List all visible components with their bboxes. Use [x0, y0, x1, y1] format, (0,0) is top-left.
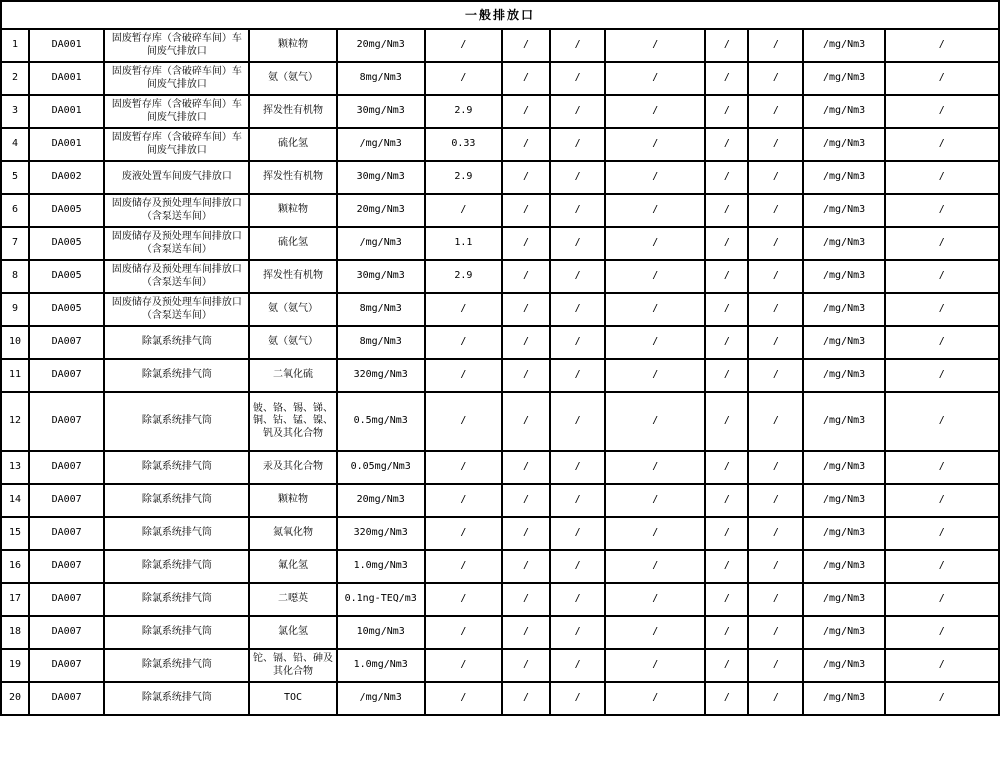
cell-slash-1: /: [502, 359, 550, 392]
cell-slash-6: /: [885, 517, 999, 550]
cell-slash-3: /: [605, 517, 705, 550]
cell-slash-3: /: [605, 62, 705, 95]
cell-monitor-value: /: [425, 29, 502, 62]
cell-slash-5: /: [748, 451, 803, 484]
cell-monitor-value: /: [425, 359, 502, 392]
cell-pollutant: 颗粒物: [249, 194, 336, 227]
cell-slash-2: /: [550, 484, 605, 517]
cell-slash-4: /: [705, 29, 748, 62]
cell-slash-1: /: [502, 583, 550, 616]
cell-unit: /mg/Nm3: [803, 649, 884, 682]
cell-slash-5: /: [748, 128, 803, 161]
cell-outlet-name: 固废暂存库（含破碎车间）车间废气排放口: [104, 95, 249, 128]
cell-slash-5: /: [748, 161, 803, 194]
table-row: [1, 293, 999, 326]
cell-slash-6: /: [885, 161, 999, 194]
cell-pollutant: 颗粒物: [249, 29, 336, 62]
cell-outlet-code: DA007: [29, 484, 104, 517]
cell-limit: 0.1ng-TEQ/m3: [337, 583, 425, 616]
cell-row-number: 8: [1, 260, 29, 293]
table-body: [1, 29, 999, 715]
cell-outlet-name: 除氯系统排气筒: [104, 392, 249, 451]
cell-slash-3: /: [605, 616, 705, 649]
cell-outlet-name: 除氯系统排气筒: [104, 550, 249, 583]
cell-outlet-code: DA007: [29, 649, 104, 682]
cell-slash-4: /: [705, 359, 748, 392]
cell-limit: 8mg/Nm3: [337, 62, 425, 95]
cell-unit: /mg/Nm3: [803, 583, 884, 616]
cell-slash-3: /: [605, 128, 705, 161]
cell-slash-5: /: [748, 682, 803, 715]
cell-unit: /mg/Nm3: [803, 682, 884, 715]
cell-pollutant: 挥发性有机物: [249, 161, 336, 194]
cell-outlet-code: DA007: [29, 326, 104, 359]
cell-slash-1: /: [502, 392, 550, 451]
cell-slash-1: /: [502, 616, 550, 649]
table-row: [1, 616, 999, 649]
cell-limit: 20mg/Nm3: [337, 194, 425, 227]
cell-slash-1: /: [502, 293, 550, 326]
cell-monitor-value: 0.33: [425, 128, 502, 161]
cell-outlet-name: 固废暂存库（含破碎车间）车间废气排放口: [104, 62, 249, 95]
cell-limit: 8mg/Nm3: [337, 326, 425, 359]
cell-limit: /mg/Nm3: [337, 227, 425, 260]
cell-slash-4: /: [705, 95, 748, 128]
cell-slash-2: /: [550, 326, 605, 359]
cell-slash-1: /: [502, 550, 550, 583]
cell-slash-6: /: [885, 260, 999, 293]
table-row: [1, 392, 999, 451]
cell-slash-1: /: [502, 682, 550, 715]
cell-slash-2: /: [550, 616, 605, 649]
table-row: [1, 62, 999, 95]
cell-outlet-name: 除氯系统排气筒: [104, 616, 249, 649]
cell-outlet-name: 固废暂存库（含破碎车间）车间废气排放口: [104, 29, 249, 62]
cell-unit: /mg/Nm3: [803, 128, 884, 161]
cell-outlet-name: 除氯系统排气筒: [104, 649, 249, 682]
cell-slash-1: /: [502, 517, 550, 550]
cell-unit: /mg/Nm3: [803, 550, 884, 583]
cell-slash-2: /: [550, 260, 605, 293]
cell-pollutant: 氯化氢: [249, 616, 336, 649]
cell-slash-3: /: [605, 392, 705, 451]
cell-limit: 1.0mg/Nm3: [337, 649, 425, 682]
cell-slash-2: /: [550, 62, 605, 95]
cell-monitor-value: /: [425, 392, 502, 451]
cell-monitor-value: 2.9: [425, 95, 502, 128]
cell-slash-2: /: [550, 649, 605, 682]
cell-slash-6: /: [885, 616, 999, 649]
cell-slash-5: /: [748, 62, 803, 95]
cell-slash-1: /: [502, 326, 550, 359]
cell-monitor-value: /: [425, 682, 502, 715]
cell-row-number: 5: [1, 161, 29, 194]
cell-slash-5: /: [748, 326, 803, 359]
table-row: [1, 29, 999, 62]
table-row: [1, 550, 999, 583]
cell-monitor-value: /: [425, 517, 502, 550]
cell-slash-4: /: [705, 517, 748, 550]
cell-row-number: 19: [1, 649, 29, 682]
cell-outlet-code: DA007: [29, 517, 104, 550]
cell-outlet-code: DA007: [29, 451, 104, 484]
cell-limit: 0.5mg/Nm3: [337, 392, 425, 451]
cell-unit: /mg/Nm3: [803, 62, 884, 95]
cell-slash-1: /: [502, 95, 550, 128]
table-row: [1, 326, 999, 359]
cell-outlet-code: DA001: [29, 62, 104, 95]
table-row: [1, 227, 999, 260]
cell-row-number: 15: [1, 517, 29, 550]
cell-pollutant: 氨（氨气）: [249, 62, 336, 95]
cell-row-number: 11: [1, 359, 29, 392]
cell-outlet-name: 除氯系统排气筒: [104, 359, 249, 392]
cell-slash-1: /: [502, 649, 550, 682]
cell-row-number: 18: [1, 616, 29, 649]
cell-pollutant: 汞及其化合物: [249, 451, 336, 484]
cell-slash-3: /: [605, 484, 705, 517]
table-title: 一般排放口: [1, 1, 999, 29]
cell-slash-3: /: [605, 359, 705, 392]
cell-row-number: 6: [1, 194, 29, 227]
cell-slash-2: /: [550, 128, 605, 161]
cell-slash-4: /: [705, 451, 748, 484]
cell-pollutant: 挥发性有机物: [249, 95, 336, 128]
cell-slash-6: /: [885, 29, 999, 62]
cell-outlet-name: 固废暂存库（含破碎车间）车间废气排放口: [104, 128, 249, 161]
cell-limit: 320mg/Nm3: [337, 359, 425, 392]
cell-slash-3: /: [605, 649, 705, 682]
cell-slash-4: /: [705, 227, 748, 260]
cell-outlet-name: 固废储存及预处理车间排放口（含泵送车间）: [104, 260, 249, 293]
cell-outlet-name: 废液处置车间废气排放口: [104, 161, 249, 194]
cell-pollutant: 铍、铬、锡、锑、铜、钴、锰、镍、钒及其化合物: [249, 392, 336, 451]
cell-slash-2: /: [550, 682, 605, 715]
cell-outlet-code: DA001: [29, 128, 104, 161]
cell-row-number: 7: [1, 227, 29, 260]
cell-slash-4: /: [705, 260, 748, 293]
cell-outlet-name: 除氯系统排气筒: [104, 484, 249, 517]
table-row: [1, 649, 999, 682]
cell-slash-5: /: [748, 260, 803, 293]
cell-slash-2: /: [550, 392, 605, 451]
cell-outlet-name: 固废储存及预处理车间排放口（含泵送车间）: [104, 227, 249, 260]
table-row: [1, 451, 999, 484]
cell-outlet-code: DA001: [29, 29, 104, 62]
cell-slash-4: /: [705, 293, 748, 326]
cell-slash-2: /: [550, 293, 605, 326]
cell-slash-4: /: [705, 62, 748, 95]
cell-slash-5: /: [748, 293, 803, 326]
cell-slash-4: /: [705, 550, 748, 583]
cell-slash-3: /: [605, 194, 705, 227]
cell-row-number: 12: [1, 392, 29, 451]
cell-slash-5: /: [748, 649, 803, 682]
cell-row-number: 16: [1, 550, 29, 583]
cell-slash-4: /: [705, 484, 748, 517]
cell-slash-4: /: [705, 392, 748, 451]
cell-row-number: 9: [1, 293, 29, 326]
cell-limit: 10mg/Nm3: [337, 616, 425, 649]
cell-outlet-name: 固废储存及预处理车间排放口（含泵送车间）: [104, 293, 249, 326]
cell-slash-5: /: [748, 227, 803, 260]
cell-pollutant: 二噁英: [249, 583, 336, 616]
table-title-row: [1, 1, 999, 29]
cell-pollutant: 铊、镉、铅、砷及其化合物: [249, 649, 336, 682]
cell-row-number: 20: [1, 682, 29, 715]
table-row: [1, 359, 999, 392]
cell-outlet-code: DA007: [29, 616, 104, 649]
cell-unit: /mg/Nm3: [803, 293, 884, 326]
cell-outlet-code: DA007: [29, 682, 104, 715]
cell-unit: /mg/Nm3: [803, 194, 884, 227]
cell-slash-4: /: [705, 682, 748, 715]
cell-slash-6: /: [885, 359, 999, 392]
cell-monitor-value: /: [425, 62, 502, 95]
cell-slash-2: /: [550, 550, 605, 583]
cell-row-number: 3: [1, 95, 29, 128]
cell-row-number: 17: [1, 583, 29, 616]
cell-limit: 0.05mg/Nm3: [337, 451, 425, 484]
cell-slash-6: /: [885, 451, 999, 484]
cell-monitor-value: /: [425, 583, 502, 616]
cell-row-number: 10: [1, 326, 29, 359]
cell-slash-1: /: [502, 161, 550, 194]
cell-unit: /mg/Nm3: [803, 227, 884, 260]
cell-slash-6: /: [885, 682, 999, 715]
cell-pollutant: 硫化氢: [249, 227, 336, 260]
cell-slash-1: /: [502, 260, 550, 293]
cell-monitor-value: /: [425, 616, 502, 649]
cell-outlet-code: DA007: [29, 583, 104, 616]
cell-outlet-code: DA007: [29, 550, 104, 583]
cell-slash-5: /: [748, 517, 803, 550]
cell-slash-4: /: [705, 649, 748, 682]
table-row: [1, 682, 999, 715]
cell-row-number: 13: [1, 451, 29, 484]
cell-slash-1: /: [502, 451, 550, 484]
cell-limit: 320mg/Nm3: [337, 517, 425, 550]
cell-outlet-name: 除氯系统排气筒: [104, 326, 249, 359]
cell-limit: /mg/Nm3: [337, 128, 425, 161]
cell-outlet-name: 除氯系统排气筒: [104, 517, 249, 550]
cell-limit: 8mg/Nm3: [337, 293, 425, 326]
cell-slash-1: /: [502, 227, 550, 260]
cell-pollutant: 颗粒物: [249, 484, 336, 517]
cell-slash-5: /: [748, 359, 803, 392]
cell-unit: /mg/Nm3: [803, 616, 884, 649]
cell-unit: /mg/Nm3: [803, 29, 884, 62]
cell-slash-3: /: [605, 550, 705, 583]
cell-slash-5: /: [748, 583, 803, 616]
cell-limit: 1.0mg/Nm3: [337, 550, 425, 583]
cell-monitor-value: 2.9: [425, 161, 502, 194]
cell-slash-4: /: [705, 194, 748, 227]
cell-slash-2: /: [550, 517, 605, 550]
cell-outlet-code: DA001: [29, 95, 104, 128]
cell-slash-4: /: [705, 616, 748, 649]
cell-limit: 30mg/Nm3: [337, 161, 425, 194]
cell-unit: /mg/Nm3: [803, 517, 884, 550]
cell-outlet-name: 固废储存及预处理车间排放口（含泵送车间）: [104, 194, 249, 227]
table-row: [1, 260, 999, 293]
cell-pollutant: TOC: [249, 682, 336, 715]
cell-slash-6: /: [885, 649, 999, 682]
table-row: [1, 484, 999, 517]
cell-slash-5: /: [748, 29, 803, 62]
cell-monitor-value: /: [425, 293, 502, 326]
cell-unit: /mg/Nm3: [803, 326, 884, 359]
cell-slash-3: /: [605, 95, 705, 128]
cell-slash-3: /: [605, 451, 705, 484]
cell-outlet-code: DA005: [29, 293, 104, 326]
cell-slash-3: /: [605, 326, 705, 359]
cell-pollutant: 氮氧化物: [249, 517, 336, 550]
cell-pollutant: 氟化氢: [249, 550, 336, 583]
cell-slash-4: /: [705, 326, 748, 359]
cell-slash-6: /: [885, 128, 999, 161]
cell-slash-6: /: [885, 583, 999, 616]
cell-unit: /mg/Nm3: [803, 392, 884, 451]
cell-slash-6: /: [885, 95, 999, 128]
cell-row-number: 4: [1, 128, 29, 161]
table-row: [1, 161, 999, 194]
cell-slash-6: /: [885, 326, 999, 359]
cell-monitor-value: /: [425, 484, 502, 517]
table-row: [1, 95, 999, 128]
cell-slash-3: /: [605, 293, 705, 326]
cell-pollutant: 氨（氨气）: [249, 293, 336, 326]
cell-limit: 20mg/Nm3: [337, 484, 425, 517]
cell-outlet-code: DA002: [29, 161, 104, 194]
cell-row-number: 2: [1, 62, 29, 95]
cell-slash-2: /: [550, 95, 605, 128]
cell-slash-3: /: [605, 583, 705, 616]
cell-outlet-name: 除氯系统排气筒: [104, 682, 249, 715]
cell-slash-2: /: [550, 583, 605, 616]
table-row: [1, 194, 999, 227]
cell-outlet-name: 除氯系统排气筒: [104, 583, 249, 616]
cell-outlet-code: DA007: [29, 392, 104, 451]
cell-slash-3: /: [605, 682, 705, 715]
cell-slash-3: /: [605, 260, 705, 293]
cell-pollutant: 硫化氢: [249, 128, 336, 161]
table-row: [1, 517, 999, 550]
cell-unit: /mg/Nm3: [803, 161, 884, 194]
cell-slash-1: /: [502, 29, 550, 62]
cell-slash-1: /: [502, 62, 550, 95]
cell-slash-6: /: [885, 293, 999, 326]
cell-slash-3: /: [605, 227, 705, 260]
cell-slash-2: /: [550, 29, 605, 62]
cell-monitor-value: 2.9: [425, 260, 502, 293]
cell-limit: 20mg/Nm3: [337, 29, 425, 62]
cell-slash-1: /: [502, 484, 550, 517]
cell-outlet-code: DA005: [29, 227, 104, 260]
cell-monitor-value: 1.1: [425, 227, 502, 260]
cell-row-number: 1: [1, 29, 29, 62]
cell-slash-1: /: [502, 194, 550, 227]
cell-pollutant: 二氧化硫: [249, 359, 336, 392]
cell-unit: /mg/Nm3: [803, 260, 884, 293]
cell-slash-2: /: [550, 359, 605, 392]
cell-unit: /mg/Nm3: [803, 484, 884, 517]
cell-slash-3: /: [605, 161, 705, 194]
cell-limit: 30mg/Nm3: [337, 260, 425, 293]
cell-slash-6: /: [885, 550, 999, 583]
cell-monitor-value: /: [425, 550, 502, 583]
table-row: [1, 583, 999, 616]
cell-outlet-code: DA007: [29, 359, 104, 392]
cell-pollutant: 挥发性有机物: [249, 260, 336, 293]
cell-pollutant: 氨（氨气）: [249, 326, 336, 359]
cell-slash-1: /: [502, 128, 550, 161]
table-row: [1, 128, 999, 161]
cell-slash-2: /: [550, 161, 605, 194]
cell-outlet-code: DA005: [29, 194, 104, 227]
cell-monitor-value: /: [425, 451, 502, 484]
cell-slash-5: /: [748, 616, 803, 649]
cell-slash-2: /: [550, 194, 605, 227]
cell-monitor-value: /: [425, 326, 502, 359]
cell-limit: /mg/Nm3: [337, 682, 425, 715]
cell-slash-2: /: [550, 227, 605, 260]
cell-slash-6: /: [885, 484, 999, 517]
cell-unit: /mg/Nm3: [803, 451, 884, 484]
cell-slash-2: /: [550, 451, 605, 484]
cell-slash-4: /: [705, 583, 748, 616]
cell-slash-3: /: [605, 29, 705, 62]
cell-slash-4: /: [705, 128, 748, 161]
cell-monitor-value: /: [425, 194, 502, 227]
cell-outlet-name: 除氯系统排气筒: [104, 451, 249, 484]
cell-slash-6: /: [885, 194, 999, 227]
cell-limit: 30mg/Nm3: [337, 95, 425, 128]
cell-slash-4: /: [705, 161, 748, 194]
cell-unit: /mg/Nm3: [803, 95, 884, 128]
cell-slash-5: /: [748, 550, 803, 583]
cell-slash-6: /: [885, 62, 999, 95]
cell-slash-5: /: [748, 392, 803, 451]
cell-slash-5: /: [748, 95, 803, 128]
cell-outlet-code: DA005: [29, 260, 104, 293]
cell-slash-6: /: [885, 392, 999, 451]
cell-unit: /mg/Nm3: [803, 359, 884, 392]
cell-monitor-value: /: [425, 649, 502, 682]
cell-slash-5: /: [748, 194, 803, 227]
cell-slash-5: /: [748, 484, 803, 517]
cell-row-number: 14: [1, 484, 29, 517]
cell-slash-6: /: [885, 227, 999, 260]
